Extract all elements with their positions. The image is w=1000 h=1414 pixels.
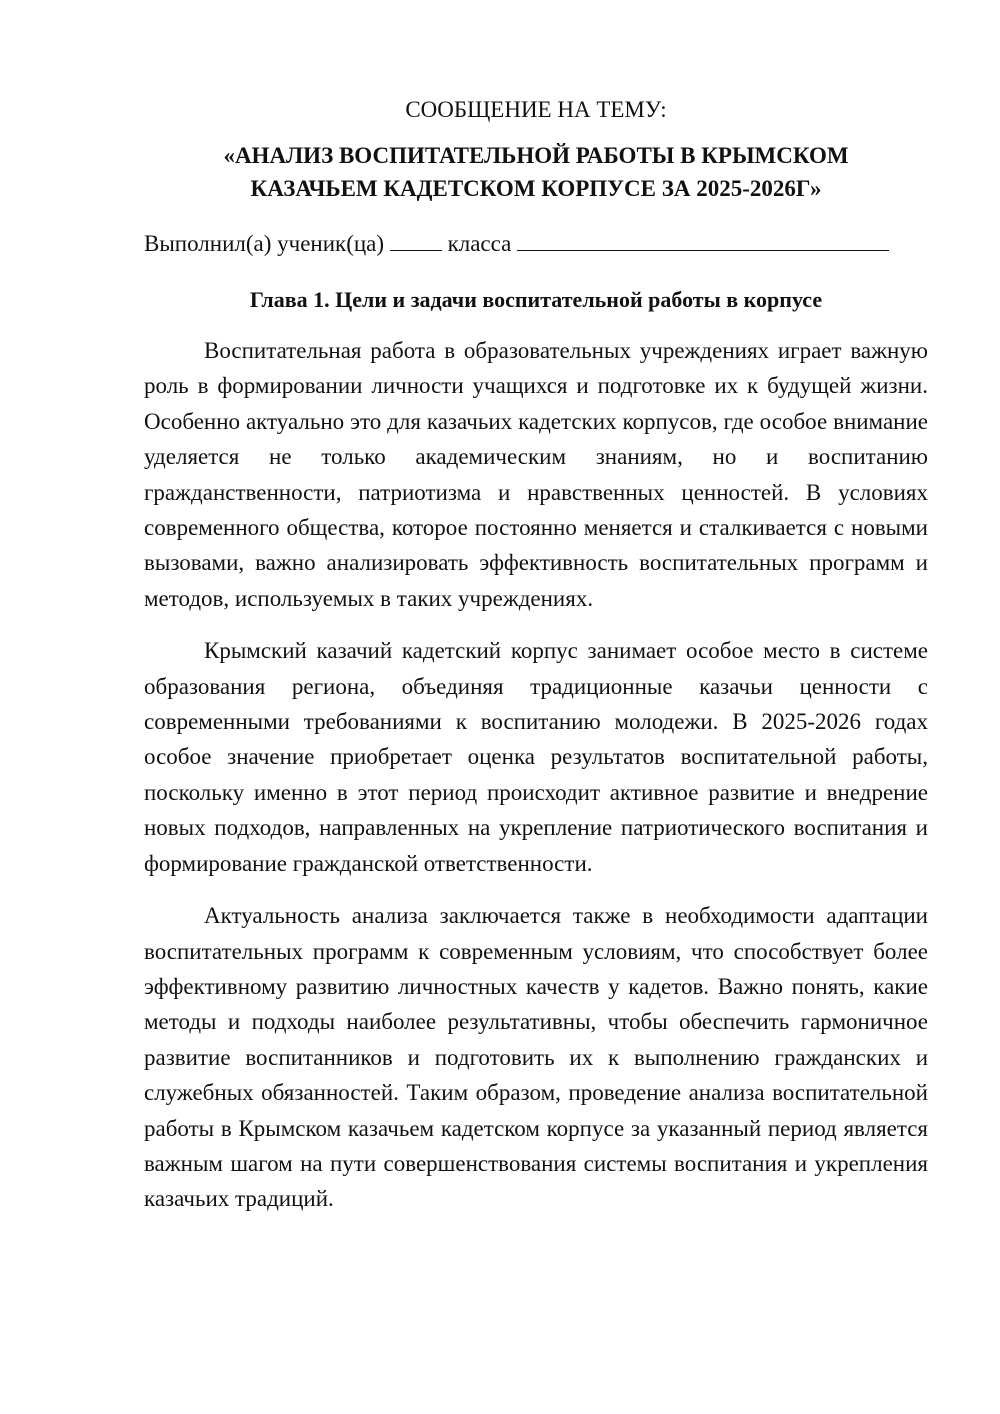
paragraph-3: Актуальность анализа заключается также в необходимости адаптации воспитательных программ к современным условиям, что способствует более эффективному развитию личностных качеств у кадетов. Важно понять, какие методы и подходы наиболее результативны, чтобы обеспечить гармоничное развитие воспитанников и подготовить их к выполнению гражданских и служебных обязанностей. Таким образом, проведение анализа воспитательной работы в Крымском казачьем кадетском корпусе за указанный период является важным шагом на пути совершенствования системы воспитания и укрепления казачьих традиций. <box>144 903 928 1212</box>
author-prefix: Выполнил(а) ученик(ца) <box>144 231 385 256</box>
name-blank <box>517 228 889 251</box>
document-title-line-2: КАЗАЧЬЕМ КАДЕТСКОМ КОРПУСЕ ЗА 2025-2026Г» <box>250 176 822 201</box>
document-title-line-1: «АНАЛИЗ ВОСПИТАТЕЛЬНОЙ РАБОТЫ В КРЫМСКОМ <box>223 143 849 168</box>
paragraph-2: Крымский казачий кадетский корпус занимает особое место в системе образования региона, объединяя традиционные казачьи ценности с современными требованиями к воспитанию молодежи. В 2025-2026 годах особое значение приобретает оценка результатов воспитательной работы, поскольку именно в этот период происходит активное развитие и внедрение новых подходов, направленных на укрепление патриотического воспитания и формирование гражданской ответственности. <box>144 638 928 876</box>
document-label: СООБЩЕНИЕ НА ТЕМУ: <box>405 97 667 122</box>
author-line <box>144 228 928 259</box>
document-page <box>144 95 928 1234</box>
chapter-title: Глава 1. Цели и задачи воспитательной работы в корпусе <box>249 287 823 312</box>
class-blank <box>390 228 442 251</box>
class-label: класса <box>447 231 512 256</box>
paragraph-1: Воспитательная работа в образовательных учреждениях играет важную роль в формировании личности учащихся и подготовке их к будущей жизни. Особенно актуально это для казачьих кадетских корпусов, где особое внимание уделяется не только академическим знаниям, но и воспитанию гражданственности, патриотизма и нравственных ценностей. В условиях современного общества, которое постоянно меняется и сталкивается с новыми вызовами, важно анализировать эффективность воспитательных программ и методов, используемых в таких учреждениях. <box>144 338 928 611</box>
